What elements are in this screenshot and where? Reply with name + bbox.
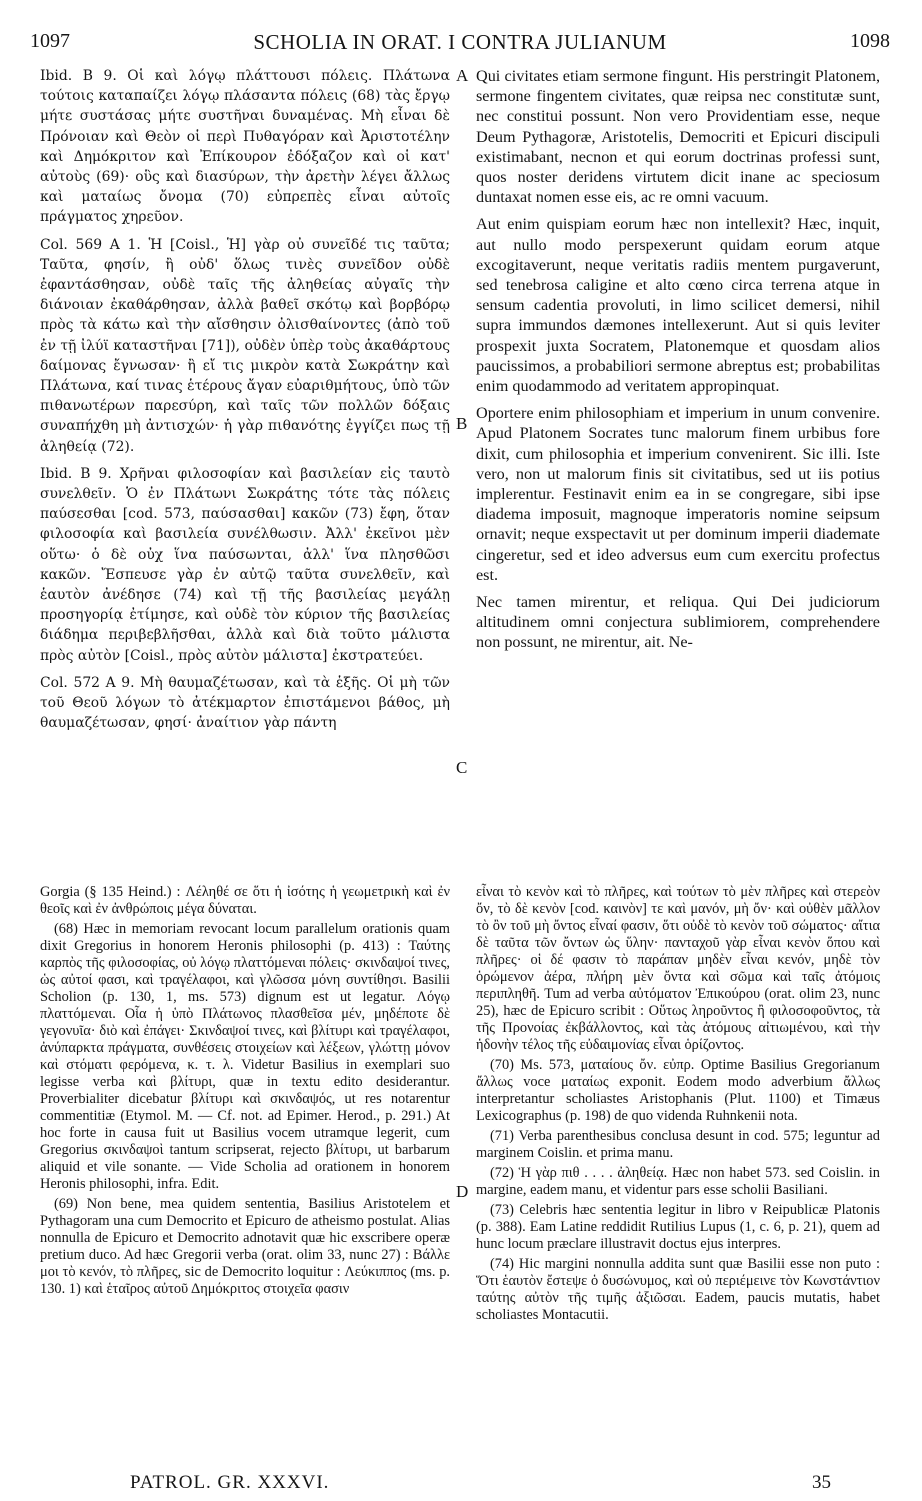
- latin-paragraph: Qui civitates etiam sermone fingunt. His perstringit Platonem, sermone fingentem civitates, quæ reipsa nec constitutæ sunt, nec constitui possunt. Non vero Providentiam esse, neque Deum Pythagoræ, Aristotelis, Democriti et Epicuri discipuli existimabant, necnon et qui eorum doctrinas professi sunt, quos noster deridens virtutem dicit inane ac speciosum duntaxat nomen esse eis, ac re omni vacuum.: [476, 67, 880, 207]
- footnote: εἶναι τὸ κενὸν καὶ τὸ πλῆρες, καὶ τούτων τὸ μὲν πλῆρες καὶ στερεὸν ὄν, τὸ δὲ κενὸν [cod. καινὸν] τε καὶ μανόν, μὴ ὄν· καὶ οὐθὲν μᾶλλον τὸ ὂν τοῦ μὴ ὄντος εἶναί φασιν, ὅτι οὐδὲ τὸ κενὸν τοῦ σώματος· αἴτια δὲ ταῦτα τῶν ὄντων ὡς ὕλην· πανταχοῦ γὰρ εἶναι κενὸν ὅπου καὶ πλῆρες· οἱ δέ φασιν τὸ παράπαν μηδὲν εἶναι κενόν, μηδὲ τὸν ὁρώμενον ἀέρα, πλήρη μὲν ὄντα καὶ σῶμα καὶ ταῖς ἀτόμοις περιπληθῆ. Tum ad verba αὐτόματον Ἐπικούρου (orat. olim 23, nunc 25), hæc de Epicuro scribit : Οὕτως ληροῦντος ἢ φιλοσοφοῦντος, τὰ τῆς Προνοίας ἐκβάλλοντος, καὶ τὰς ἀτόμους αἰτιωμένου, καὶ τὴν ἡδονὴν τέλος τῆς εὐδαιμονίας εἶναι ὁρίζοντος.: [476, 884, 880, 1053]
- footnote: (69) Non bene, mea quidem sententia, Basilius Aristotelem et Pythagoram una cum Democrito et Epicuro de atheismo postulat. Alias nonnulla de Epicuro et Democrito adnotavit quæ hic exscribere operæ pretium duco. Ad hæc Gregorii verba (orat. olim 33, nunc 27) : Βάλλε μοι τὸ κενόν, τὸ πλῆρες, sic de Democrito loquitur : Λεύκιππος (ms. p. 130. 1) καὶ ἑταῖρος αὐτοῦ Δημόκριτος στοιχεῖα φασιν: [40, 1196, 450, 1297]
- footer-series: PATROL. GR. XXXVI.: [130, 1472, 330, 1493]
- footnote: (74) Hic margini nonnulla addita sunt quæ Basilii esse non puto : Ὅτι ἑαυτὸν ἔστεψε ὁ δυσώνυμος, καὶ οὐ περιέμεινε τὸν Κωνστάντιον ταύτης αὐτὸν τῆς τιμῆς ἀξιῶσαι. Eadem, paucis mutatis, habet scholiastes Montacutii.: [476, 1256, 880, 1323]
- latin-column: [476, 66, 880, 660]
- footnotes-left: [40, 884, 450, 1301]
- footnote: (73) Celebris hæc sententia legitur in libro v Reipublicæ Platonis (p. 388). Eam Latine reddidit Rutilius Lupus (1, c. 6, p. 21), quem ad hunc locum præclare illustravit doctus ejus interpres.: [476, 1202, 880, 1252]
- footnote: (68) Hæc in memoriam revocant locum parallelum orationis quam dixit Gregorius in honorem Heronis philosophi (p. 413) : Ταύτης καρπὸς τῆς φιλοσοφίας, οὐ λόγῳ πλαττόμεναι πόλεις· σκινδαψοί τινες, ὡς αὐτοί φασι, καὶ τραγέλαφοι, καὶ γλῶσσα μόνη συντίθησι. Basilii Scholion (p. 130, 1, ms. 573) dignum est ut legatur. Λόγῳ πλαττόμεναι. Οἷα ἡ ὑπὸ Πλάτωνος πλασθεῖσα μέν, μηδέποτε δὲ γεγονυῖα· διὸ καὶ ἐπάγει· Σκινδαψοί τινες, καὶ βλίτυρι καὶ τραγέλαφοι, ἀνύπαρκτα πράγματα, συνθέσεις στοιχείων καὶ λέξεων, γλώττῃ μόνον καὶ στόματι φερόμενα, κ. τ. λ. Videtur Basilius in exemplari suo legisse verba καὶ βλίτυρι, quæ in textu edito desiderantur. Proverbialiter dicebatur βλίτυρι καὶ σκινδαψός, ut res notarentur commentitiæ (Etymol. M. — Cf. not. ad Epimer. Herod., p. 291.) At hoc forte in causa fuit ut Basilius vocem utramque legerit, cum Gregorius σκινδαψοὶ tantum scripserat, rejecto βλίτυρι, ut barbarum aliquid et vile sonante. — Vide Scholia ad orationem in honorem Heronis philosophi, infra. Edit.: [40, 921, 450, 1192]
- footnote: (72) Ἡ γὰρ πιθ . . . . ἀληθείᾳ. Hæc non habet 573. sed Coislin. in margine, eadem manu, et videntur pars esse scholii Basiliani.: [476, 1165, 880, 1198]
- footnote: (70) Ms. 573, ματαίους ὄν. εὐπρ. Optime Basilius Gregorianum ἄλλως voce ματαίως exponit. Eodem modo adverbium ἄλλως interpretantur scholiastes Aristophanis (Plut. 1100) et Timæus Lexicographus (p. 198) de quo videnda Ruhnkenii nota.: [476, 1057, 880, 1124]
- latin-paragraph: Nec tamen mirentur, et reliqua. Qui Dei judiciorum altitudinem omni conjectura sublimiorem, comprehendere non possunt, ne mirentur, ait. Ne-: [476, 593, 880, 652]
- latin-paragraph: Aut enim quispiam eorum hæc non intellexit? Hæc, inquit, aut nullo modo perspexerunt quidam eorum atque excogitaverunt, neque veritatis radiis mentem purgaverunt, sed tenebrosa caligine et alto cœno circa terrena atque in sensum cadentia provoluti, in limo scilicet demersi, nihil supra immundos dæmones intellexerunt. Aut si quis leviter prospexit juxta Socratem, Platonemque et quosdam alios paucissimos, a probabiliori sermone abreptus est; probabilitas enim quodammodo ad veritatem appropinquat.: [476, 215, 880, 396]
- footnotes-right: [476, 884, 880, 1327]
- footer-signature: 35: [812, 1472, 831, 1493]
- greek-paragraph: Col. 569 A 1. Ἡ [Coisl., Ἡ] γὰρ οὐ συνεῖδέ τις ταῦτα; Ταῦτα, φησίν, ἢ οὐδ' ὅλως τινὲς συνεῖδον οὐδὲ ἐφαντάσθησαν, οὐδὲ ταῖς τῆς ἀληθείας αὐγαῖς τὴν διάνοιαν ἐκαθάρθησαν, ἀλλὰ βαθεῖ σκότῳ καὶ βορβόρῳ πρὸς τὰ κάτω καὶ τὴν αἴσθησιν ὀλισθαίνοντες (ἀπὸ τοῦ ἐν τῇ ἰλύϊ καταστῆναι [71]), οὐδὲν ὑπὲρ τοὺς ἀκαθάρτους δαίμονας ἔγνωσαν· ἢ εἴ τις μικρὸν κατὰ Σωκράτην καὶ Πλάτωνα, καί τινας ἑτέρους ἄγαν εὐαριθμήτους, ὑπὸ τῶν πιθανωτέρων παρεσύρη, καὶ ταῖς τῶν πολλῶν δόξαις συναπήχθη μὴ ἀντισχών· ἡ γὰρ πιθανότης ἐγγίζει πως τῇ ἀληθείᾳ (72).: [40, 236, 450, 455]
- margin-letter-a: A: [456, 66, 469, 85]
- greek-paragraph: Col. 572 A 9. Μὴ θαυμαζέτωσαν, καὶ τὰ ἑξῆς. Οἱ μὴ τῶν τοῦ Θεοῦ λόγων τὸ ἀτέκμαρτον ἐπιστάμενοι βάθος, μὴ θαυμαζέτωσαν, φησί· ἀναίτιον γὰρ πάντη: [40, 674, 450, 732]
- footnote: (71) Verba parenthesibus conclusa desunt in cod. 575; leguntur ad marginem Coislin. et prima manu.: [476, 1128, 880, 1161]
- margin-letter-c: C: [456, 758, 468, 777]
- page-number-left: 1097: [30, 30, 70, 52]
- greek-column: [40, 66, 450, 741]
- greek-paragraph: Ibid. B 9. Οἱ καὶ λόγῳ πλάττουσι πόλεις. Πλάτωνα τούτοις καταπαίζει λόγῳ πλάσαντα πόλεις (68) τὰς ἔργῳ μήτε συστάσας μήτε συστῆναι δυναμένας. Μὴ εἶναι δὲ Πρόνοιαν καὶ Θεὸν οἱ περὶ Πυθαγόραν καὶ Ἀριστοτέλην καὶ Δημόκριτον καὶ Ἐπίκουρον ἐδόξαζον καὶ οἱ κατ' αὐτοὺς (69)· οὓς καὶ διασύρων, τὴν ἀρετὴν λέγει ἄλλως καὶ ματαίως ὄνομα (70) εὐπρεπὲς εἶναι αὐτοῖς πράγματος χηρεῦον.: [40, 68, 450, 226]
- page-number-right: 1098: [850, 30, 890, 52]
- latin-paragraph: Oportere enim philosophiam et imperium in unum convenire. Apud Platonem Socrates tunc malorum finem urbibus fore dixit, cum philosophia et imperium convenirent. Sic illi. Iste vero, non ut malorum finis sit civitatibus, sed ut iis potius implerentur. Festinavit enim ea in se congregare, sibi ipse diadema imposuit, magnoque imperatoris nomine seipsum ornavit; neque exspectavit ut per dominum imperii diademate cingeretur, sed et ideo adversus eum cum exercitu profectus est.: [476, 404, 880, 584]
- running-title: SCHOLIA IN ORAT. I CONTRA JULIANUM: [253, 30, 667, 54]
- running-header: [30, 30, 890, 56]
- margin-letter-d: D: [456, 1182, 469, 1201]
- footnote: Gorgia (§ 135 Heind.) : Λέληθέ σε ὅτι ἡ ἰσότης ἡ γεωμετρικὴ καὶ ἐν θεοῖς καὶ ἐν ἀνθρώποις μέγα δύναται.: [40, 884, 450, 917]
- margin-letter-b: B: [456, 414, 468, 433]
- greek-paragraph: Ibid. B 9. Χρῆναι φιλοσοφίαν καὶ βασιλείαν εἰς ταυτὸ συνελθεῖν. Ὁ ἐν Πλάτωνι Σωκράτης τότε τὰς πόλεις παύσεσθαι [cod. 573, παύσασθαι] κακῶν (73) ἔφη, ὅταν φιλοσοφία καὶ βασιλεία συνέλθωσιν. Ἀλλ' ἐκεῖνοι μὲν οὕτω· ὁ δὲ οὐχ ἵνα παύσωνται, ἀλλ' ἵνα πλησθῶσι κακῶν. Ἔσπευσε γὰρ ἐν αὐτῷ ταῦτα συνελθεῖν, καὶ ἑαυτὸν ἀνέδησε (74) καὶ τῇ τῆς βασιλείας μεγάλῃ προσηγορίᾳ ἐτίμησε, καὶ οὐδὲ τὸν κύριον τῆς βασιλείας διάδημα περιβεβλῆσθαι, ἀλλὰ καὶ διὰ τοῦτο μάλιστα πρὸς αὐτὸν [Coisl., πρὸς αὐτὸν μάλιστα] ἐκστρατεύει.: [40, 465, 450, 664]
